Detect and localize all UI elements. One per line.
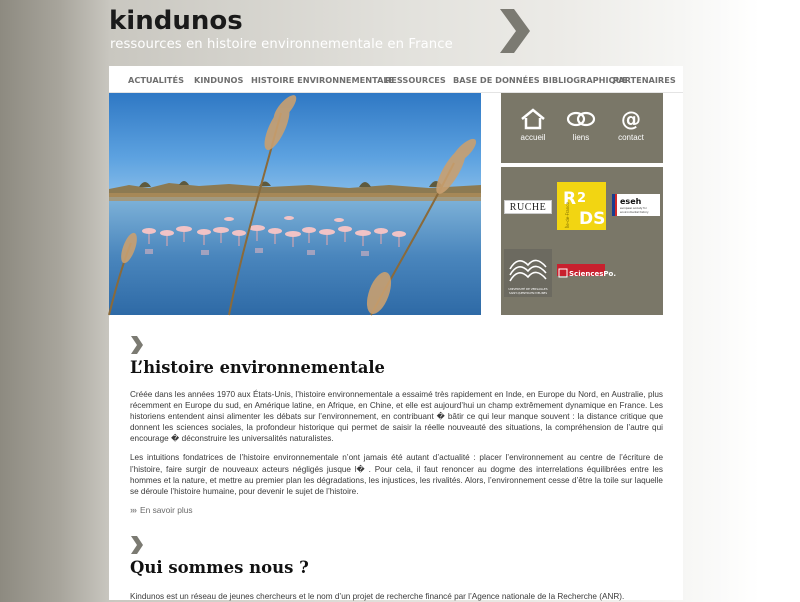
nav-item-partenaires[interactable]: PARTENAIRES <box>613 75 676 85</box>
section-paragraph: Kindunos est un réseau de jeunes chercheurs et le nom d’un projet de recherche financé par l’Agence nationale de la Recherche (ANR). <box>130 592 625 601</box>
section-histoire-environnementale <box>130 336 663 517</box>
at-icon <box>619 108 643 130</box>
hero-photo-flamingos <box>109 93 481 315</box>
nav-item-base-de-donnees[interactable]: BASE DE DONNÉES BIBLIOGRAPHIQUE <box>453 75 628 85</box>
svg-text:environmental history: environmental history <box>620 211 649 214</box>
svg-text:Île-de-France: Île-de-France <box>565 202 570 228</box>
svg-text:R: R <box>563 189 577 209</box>
quick-link-liens-label: liens <box>572 133 590 142</box>
partner-logo-eseh[interactable] <box>612 194 660 216</box>
nav-item-kindunos[interactable]: KINDUNOS <box>194 75 244 85</box>
partner-logo-sciencespo[interactable] <box>557 264 616 278</box>
section-paragraph: Créée dans les années 1970 aux États-Unis, l’histoire environnementale a essaimé très rapidement en Inde, en Europe du Nord, en Australie, plus récemment en Europe du sud, en Amérique latine, en Afrique, en Chine, et elle est aujourd’hui un champ extrêmement dynamique en France. Les historiens entendent ainsi alimenter les débats sur l’environnement, en contribuant � bâtir ce qui leur manque souvent : la distance critique que donnent les sciences sociales, la profondeur historique qui permet de saisir la réelle nouveauté des situations, la compréhension de l’autre qui encourage � déconstruire les universalités naturalistes. <box>130 390 663 444</box>
read-more-link[interactable] <box>130 505 193 515</box>
nav-item-histoire-environnementale[interactable]: HISTOIRE ENVIRONNEMENTALE <box>251 75 395 85</box>
nav-item-actualites[interactable]: ACTUALITÉS <box>128 75 185 85</box>
section-chevron-icon <box>130 336 144 354</box>
page-container <box>109 66 683 600</box>
quick-link-contact[interactable] <box>609 108 653 142</box>
svg-text:eseh: eseh <box>620 197 642 206</box>
partner-logo-ruche[interactable]: RUCHE <box>504 200 552 214</box>
site-logo-text[interactable]: kindunos <box>109 6 243 36</box>
section-paragraph: Les intuitions fondatrices de l’histoire environnementale n’ont jamais été autant d’actualité : placer l’environnement au centre de l’écriture de l’histoire, faire surgir de nouveaux acteurs négligés jusque l� . Pour cela, il faut renoncer au dogme des interrelations équilibrées entre les hommes et la nature, et mettre au premier plan les dégradations, les injustices, les rivalités. Alors, l’environnement cesse d’être la toile sur laquelle se déroule l’histoire humaine, pour devenir le sujet de l’histoire. <box>130 453 663 496</box>
section-title: L’histoire environnementale <box>130 358 385 377</box>
svg-text:DS: DS <box>579 209 606 229</box>
site-tagline: ressources en histoire environnementale en France <box>110 37 453 52</box>
partner-logos-panel <box>501 167 663 315</box>
section-qui-sommes-nous <box>130 536 663 602</box>
quick-links-panel <box>501 93 663 163</box>
svg-text:SciencesPo.: SciencesPo. <box>569 270 616 278</box>
home-icon <box>520 108 546 130</box>
svg-text:2: 2 <box>577 191 587 206</box>
header-chevron-icon <box>498 9 532 53</box>
link-icon <box>565 108 597 130</box>
partner-logo-r2ds[interactable] <box>557 182 606 230</box>
svg-text:UNIVERSITÉ DE VERSAILLES: UNIVERSITÉ DE VERSAILLES <box>508 287 548 291</box>
double-chevron-icon: ››› <box>130 504 136 515</box>
svg-text:SAINT-QUENTIN-EN-YVELINES: SAINT-QUENTIN-EN-YVELINES <box>509 292 547 295</box>
partner-logo-uvsq[interactable] <box>504 249 552 297</box>
section-chevron-icon <box>130 536 144 554</box>
svg-text:european society for: european society for <box>620 207 647 210</box>
main-nav <box>109 66 683 93</box>
quick-link-liens[interactable] <box>559 108 603 142</box>
quick-link-accueil[interactable] <box>511 108 555 142</box>
quick-link-contact-label: contact <box>618 133 644 142</box>
site-header <box>0 0 800 66</box>
quick-link-accueil-label: accueil <box>520 133 546 142</box>
read-more-label: En savoir plus <box>140 504 193 515</box>
nav-item-ressources[interactable]: RESSOURCES <box>385 75 446 85</box>
section-title: Qui sommes nous ? <box>130 558 309 577</box>
svg-text:@: @ <box>621 107 641 131</box>
